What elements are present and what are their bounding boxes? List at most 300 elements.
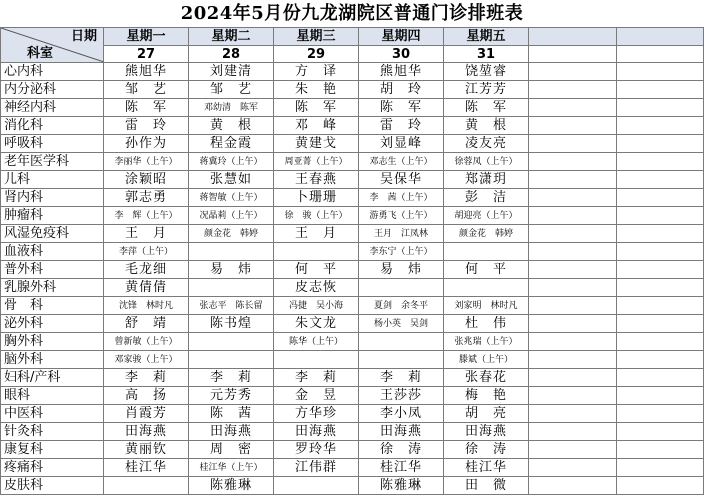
- empty-cell: [617, 297, 704, 315]
- dept-name-cell: 针灸科: [1, 423, 104, 441]
- doctor-name: 金 昱: [294, 387, 337, 403]
- doctor-name: 胡 玲: [379, 81, 422, 97]
- doctor-name: 易 炜: [379, 261, 422, 277]
- schedule-cell: [274, 351, 359, 369]
- doctor-name: 李 莉: [379, 369, 422, 385]
- doctor-name: 涂颖昭: [124, 171, 167, 187]
- schedule-cell: [359, 441, 444, 459]
- doctor-name: 田 微: [464, 477, 507, 493]
- table-row: [1, 261, 704, 279]
- schedule-cell: [189, 351, 274, 369]
- day-header-wed: 星期三: [274, 28, 359, 46]
- schedule-cell: [444, 135, 529, 153]
- doctor-name: 邹 艺: [209, 81, 252, 97]
- empty-cell: [529, 189, 617, 207]
- doctor-name: 徐 涛: [379, 441, 422, 457]
- doctor-name: 蒋智敏（上午）: [199, 193, 263, 203]
- doctor-name: 田海燕: [464, 423, 507, 439]
- schedule-cell: [274, 369, 359, 387]
- doctor-name: 黄 根: [464, 117, 507, 133]
- schedule-cell: [189, 477, 274, 495]
- empty-cell: [529, 423, 617, 441]
- doctor-name: 颜金花 韩婷: [458, 229, 513, 239]
- doctor-name: 王 月: [124, 225, 167, 241]
- doctor-name: 皮志恢: [294, 279, 337, 295]
- schedule-cell: [274, 315, 359, 333]
- table-row: [1, 459, 704, 477]
- doctor-name: 何 平: [464, 261, 507, 277]
- dept-name-cell: 泌外科: [1, 315, 104, 333]
- schedule-cell: [104, 63, 189, 81]
- schedule-cell: [359, 243, 444, 261]
- date-cell-30: 30: [359, 46, 444, 63]
- doctor-name: 刘家明 林时凡: [454, 301, 518, 311]
- doctor-name: 陈 军: [379, 99, 422, 115]
- doctor-name: 陈 军: [294, 99, 337, 115]
- schedule-cell: [274, 243, 359, 261]
- schedule-cell: [189, 315, 274, 333]
- schedule-cell: [274, 225, 359, 243]
- date-cell-27: 27: [104, 46, 189, 63]
- schedule-cell: [359, 171, 444, 189]
- dept-name-cell: 普外科: [1, 261, 104, 279]
- schedule-cell: [189, 189, 274, 207]
- table-row: [1, 315, 704, 333]
- doctor-name: 王春燕: [294, 171, 337, 187]
- schedule-cell: [444, 279, 529, 297]
- schedule-cell: [444, 297, 529, 315]
- schedule-cell: [359, 387, 444, 405]
- doctor-name: 张春花: [464, 369, 507, 385]
- empty-cell: [617, 351, 704, 369]
- schedule-cell: [359, 135, 444, 153]
- schedule-cell: [189, 153, 274, 171]
- doctor-name: 陈 军: [464, 99, 507, 115]
- schedule-cell: [274, 387, 359, 405]
- schedule-cell: [444, 333, 529, 351]
- empty-cell: [529, 279, 617, 297]
- table-row: [1, 207, 704, 225]
- schedule-cell: [104, 351, 189, 369]
- day-header-tue: 星期二: [189, 28, 274, 46]
- doctor-name: 胡 亮: [464, 405, 507, 421]
- doctor-name: 元芳秀: [209, 387, 252, 403]
- schedule-cell: [444, 117, 529, 135]
- empty-cell: [617, 189, 704, 207]
- doctor-name: 雷 玲: [379, 117, 422, 133]
- schedule-cell: [359, 99, 444, 117]
- dept-name-cell: 心内科: [1, 63, 104, 81]
- empty-cell: [529, 261, 617, 279]
- empty-header-cell: [617, 28, 704, 46]
- schedule-cell: [274, 207, 359, 225]
- schedule-cell: [359, 189, 444, 207]
- schedule-cell: [189, 117, 274, 135]
- schedule-cell: [444, 63, 529, 81]
- schedule-cell: [359, 261, 444, 279]
- doctor-name: 徐蓉凤（上午）: [454, 157, 518, 167]
- empty-cell: [617, 315, 704, 333]
- schedule-cell: [274, 279, 359, 297]
- doctor-name: 田海燕: [379, 423, 422, 439]
- doctor-name: 饶堃睿: [464, 63, 507, 79]
- empty-date-cell: [529, 46, 617, 63]
- schedule-cell: [359, 405, 444, 423]
- doctor-name: 杨小英 吴剑: [373, 319, 428, 329]
- dept-name-cell: 神经内科: [1, 99, 104, 117]
- doctor-name: 陈书煌: [209, 315, 252, 331]
- schedule-cell: [359, 207, 444, 225]
- doctor-name: 孙作为: [124, 135, 167, 151]
- doctor-name: 杜 伟: [464, 315, 507, 331]
- dept-name-cell: 内分泌科: [1, 81, 104, 99]
- schedule-cell: [104, 297, 189, 315]
- schedule-cell: [359, 315, 444, 333]
- doctor-name: 李丽华（上午）: [114, 157, 178, 167]
- empty-cell: [529, 477, 617, 495]
- dept-name-cell: 呼吸科: [1, 135, 104, 153]
- doctor-name: 王莎莎: [379, 387, 422, 403]
- table-row: [1, 405, 704, 423]
- schedule-cell: [359, 333, 444, 351]
- schedule-cell: [274, 99, 359, 117]
- schedule-cell: [444, 387, 529, 405]
- doctor-name: 雷 玲: [124, 117, 167, 133]
- schedule-cell: [104, 441, 189, 459]
- empty-cell: [529, 351, 617, 369]
- doctor-name: 陈雅琳: [209, 477, 252, 493]
- corner-cell: [1, 28, 104, 63]
- table-row: [1, 423, 704, 441]
- empty-cell: [617, 135, 704, 153]
- table-row: [1, 135, 704, 153]
- empty-cell: [529, 405, 617, 423]
- empty-cell: [617, 243, 704, 261]
- doctor-name: 李 辉（上午）: [114, 211, 178, 221]
- schedule-cell: [444, 261, 529, 279]
- empty-date-cell: [617, 46, 704, 63]
- dept-name-cell: 风湿免疫科: [1, 225, 104, 243]
- empty-cell: [529, 225, 617, 243]
- day-header-thu: 星期四: [359, 28, 444, 46]
- doctor-name: 李 茜（上午）: [369, 193, 433, 203]
- doctor-name: 黄建戈: [294, 135, 337, 151]
- doctor-name: 况晶莉（上午）: [199, 211, 263, 221]
- empty-cell: [529, 117, 617, 135]
- schedule-cell: [189, 405, 274, 423]
- empty-cell: [529, 135, 617, 153]
- doctor-name: 田海燕: [124, 423, 167, 439]
- doctor-name: 何 平: [294, 261, 337, 277]
- dept-name-cell: 骨 科: [1, 297, 104, 315]
- table-row: [1, 99, 704, 117]
- doctor-name: 张兆瑞（上午）: [454, 337, 518, 347]
- table-row: [1, 153, 704, 171]
- schedule-cell: [189, 423, 274, 441]
- doctor-name: 滕斌（上午）: [458, 355, 513, 365]
- doctor-name: 郑潇玥: [464, 171, 507, 187]
- doctor-name: 李萍（上午）: [118, 247, 173, 257]
- doctor-name: 陈雅琳: [379, 477, 422, 493]
- schedule-cell: [274, 297, 359, 315]
- table-row: [1, 189, 704, 207]
- schedule-cell: [189, 171, 274, 189]
- schedule-cell: [104, 117, 189, 135]
- dept-name-cell: 中医科: [1, 405, 104, 423]
- table-row: [1, 441, 704, 459]
- schedule-cell: [104, 279, 189, 297]
- doctor-name: 李 莉: [294, 369, 337, 385]
- doctor-name: 张慧如: [209, 171, 252, 187]
- schedule-cell: [104, 189, 189, 207]
- empty-cell: [617, 423, 704, 441]
- empty-cell: [529, 459, 617, 477]
- schedule-cell: [104, 477, 189, 495]
- schedule-cell: [104, 171, 189, 189]
- doctor-name: 邹 艺: [124, 81, 167, 97]
- dept-name-cell: 妇科/产科: [1, 369, 104, 387]
- schedule-cell: [444, 441, 529, 459]
- schedule-cell: [359, 477, 444, 495]
- schedule-table: [0, 27, 704, 495]
- schedule-cell: [104, 459, 189, 477]
- schedule-cell: [274, 189, 359, 207]
- empty-cell: [617, 117, 704, 135]
- doctor-name: 江芳芳: [464, 81, 507, 97]
- doctor-name: 沈锋 林时凡: [118, 301, 173, 311]
- dept-name-cell: 肾内科: [1, 189, 104, 207]
- dept-name-cell: 皮肤科: [1, 477, 104, 495]
- empty-cell: [529, 207, 617, 225]
- schedule-cell: [189, 297, 274, 315]
- empty-cell: [529, 315, 617, 333]
- schedule-cell: [359, 63, 444, 81]
- schedule-cell: [444, 171, 529, 189]
- table-row: [1, 387, 704, 405]
- date-cell-29: 29: [274, 46, 359, 63]
- schedule-cell: [359, 459, 444, 477]
- doctor-name: 桂江华（上午）: [199, 463, 263, 473]
- sheet-title: 2024年5月份九龙湖院区普通门诊排班表: [180, 3, 524, 24]
- schedule-cell: [359, 225, 444, 243]
- schedule-cell: [359, 81, 444, 99]
- schedule-cell: [444, 423, 529, 441]
- doctor-name: 朱文龙: [294, 315, 337, 331]
- doctor-name: 江伟群: [294, 459, 337, 475]
- schedule-cell: [274, 441, 359, 459]
- doctor-name: 朱 艳: [294, 81, 337, 97]
- schedule-cell: [189, 135, 274, 153]
- schedule-cell: [189, 387, 274, 405]
- doctor-name: 张志平 陈长留: [199, 301, 263, 311]
- table-row: [1, 477, 704, 495]
- table-row: [1, 369, 704, 387]
- schedule-cell: [189, 459, 274, 477]
- schedule-cell: [444, 405, 529, 423]
- doctor-name: 方华珍: [294, 405, 337, 421]
- schedule-cell: [189, 99, 274, 117]
- doctor-name: 蒋冀玲（上午）: [199, 157, 263, 167]
- schedule-cell: [104, 207, 189, 225]
- empty-cell: [529, 369, 617, 387]
- doctor-name: 邓志生（上午）: [369, 157, 433, 167]
- doctor-name: 郭志勇: [124, 189, 167, 205]
- empty-cell: [529, 153, 617, 171]
- doctor-name: 徐 骏（上午）: [284, 211, 348, 221]
- schedule-cell: [444, 315, 529, 333]
- empty-cell: [617, 369, 704, 387]
- schedule-cell: [359, 117, 444, 135]
- schedule-cell: [444, 207, 529, 225]
- doctor-name: 程金霞: [209, 135, 252, 151]
- schedule-cell: [274, 117, 359, 135]
- doctor-name: 舒 靖: [124, 315, 167, 331]
- schedule-cell: [189, 261, 274, 279]
- schedule-cell: [444, 351, 529, 369]
- schedule-cell: [189, 81, 274, 99]
- dept-name-cell: 血液科: [1, 243, 104, 261]
- table-row: [1, 63, 704, 81]
- schedule-cell: [189, 279, 274, 297]
- schedule-cell: [359, 279, 444, 297]
- schedule-cell: [274, 81, 359, 99]
- doctor-name: 黄倩倩: [124, 279, 167, 295]
- doctor-name: 罗玲华: [294, 441, 337, 457]
- empty-cell: [617, 333, 704, 351]
- schedule-cell: [189, 369, 274, 387]
- schedule-cell: [189, 333, 274, 351]
- day-header-fri: 星期五: [444, 28, 529, 46]
- schedule-cell: [444, 459, 529, 477]
- schedule-cell: [104, 225, 189, 243]
- doctor-name: 李 莉: [124, 369, 167, 385]
- header-row: [1, 28, 704, 46]
- doctor-name: 邓 峰: [294, 117, 337, 133]
- empty-header-cell: [529, 28, 617, 46]
- doctor-name: 高 扬: [124, 387, 167, 403]
- table-row: [1, 351, 704, 369]
- table-row: [1, 171, 704, 189]
- schedule-cell: [444, 189, 529, 207]
- schedule-cell: [359, 153, 444, 171]
- schedule-cell: [274, 153, 359, 171]
- schedule-cell: [274, 405, 359, 423]
- doctor-name: 王 月: [294, 225, 337, 241]
- schedule-cell: [444, 369, 529, 387]
- doctor-name: 桂江华: [464, 459, 507, 475]
- empty-cell: [529, 387, 617, 405]
- schedule-cell: [189, 63, 274, 81]
- schedule-cell: [444, 477, 529, 495]
- doctor-name: 彭 洁: [464, 189, 507, 205]
- schedule-cell: [189, 243, 274, 261]
- table-row: [1, 243, 704, 261]
- doctor-name: 黄 根: [209, 117, 252, 133]
- schedule-cell: [104, 99, 189, 117]
- table-row: [1, 333, 704, 351]
- doctor-name: 桂江华: [124, 459, 167, 475]
- schedule-cell: [444, 243, 529, 261]
- doctor-name: 易 炜: [209, 261, 252, 277]
- doctor-name: 陈华（上午）: [288, 337, 343, 347]
- doctor-name: 吴保华: [379, 171, 422, 187]
- schedule-cell: [359, 423, 444, 441]
- empty-cell: [529, 333, 617, 351]
- doctor-name: 黄丽钦: [124, 441, 167, 457]
- doctor-name: 夏剑 余冬平: [373, 301, 428, 311]
- corner-dept-label: 科室: [27, 46, 54, 61]
- doctor-name: 胡迎亮（上午）: [454, 211, 518, 221]
- empty-cell: [617, 63, 704, 81]
- schedule-cell: [104, 81, 189, 99]
- dept-name-cell: 肿瘤科: [1, 207, 104, 225]
- empty-cell: [529, 441, 617, 459]
- dept-name-cell: 康复科: [1, 441, 104, 459]
- doctor-name: 梅 艳: [464, 387, 507, 403]
- doctor-name: 卜珊珊: [294, 189, 337, 205]
- empty-cell: [617, 153, 704, 171]
- doctor-name: 李 莉: [209, 369, 252, 385]
- empty-cell: [529, 63, 617, 81]
- doctor-name: 方 译: [294, 63, 337, 79]
- schedule-cell: [444, 225, 529, 243]
- dept-name-cell: 消化科: [1, 117, 104, 135]
- schedule-cell: [104, 261, 189, 279]
- schedule-cell: [359, 369, 444, 387]
- schedule-cell: [189, 207, 274, 225]
- schedule-cell: [359, 297, 444, 315]
- table-row: [1, 297, 704, 315]
- empty-cell: [617, 207, 704, 225]
- empty-cell: [617, 477, 704, 495]
- schedule-cell: [274, 63, 359, 81]
- date-cell-28: 28: [189, 46, 274, 63]
- doctor-name: 熊旭华: [124, 63, 167, 79]
- empty-cell: [529, 81, 617, 99]
- schedule-cell: [274, 333, 359, 351]
- date-cell-31: 31: [444, 46, 529, 63]
- doctor-name: 周亚菁（上午）: [284, 157, 348, 167]
- schedule-cell: [274, 423, 359, 441]
- empty-cell: [529, 171, 617, 189]
- schedule-cell: [274, 171, 359, 189]
- doctor-name: 徐 涛: [464, 441, 507, 457]
- schedule-cell: [104, 405, 189, 423]
- table-row: [1, 81, 704, 99]
- doctor-name: 冯捷 吴小海: [288, 301, 343, 311]
- empty-cell: [617, 225, 704, 243]
- dept-name-cell: 脑外科: [1, 351, 104, 369]
- dept-name-cell: 眼科: [1, 387, 104, 405]
- empty-cell: [617, 171, 704, 189]
- doctor-name: 周 密: [209, 441, 252, 457]
- doctor-name: 桂江华: [379, 459, 422, 475]
- day-header-mon: 星期一: [104, 28, 189, 46]
- empty-cell: [617, 405, 704, 423]
- schedule-cell: [189, 225, 274, 243]
- schedule-cell: [444, 81, 529, 99]
- doctor-name: 刘建清: [209, 63, 252, 79]
- table-row: [1, 225, 704, 243]
- schedule-cell: [274, 261, 359, 279]
- doctor-name: 李小凤: [379, 405, 422, 421]
- schedule-cell: [189, 441, 274, 459]
- schedule-cell: [104, 315, 189, 333]
- empty-cell: [529, 297, 617, 315]
- table-row: [1, 117, 704, 135]
- schedule-cell: [104, 369, 189, 387]
- doctor-name: 邓幼清 陈军: [203, 103, 258, 113]
